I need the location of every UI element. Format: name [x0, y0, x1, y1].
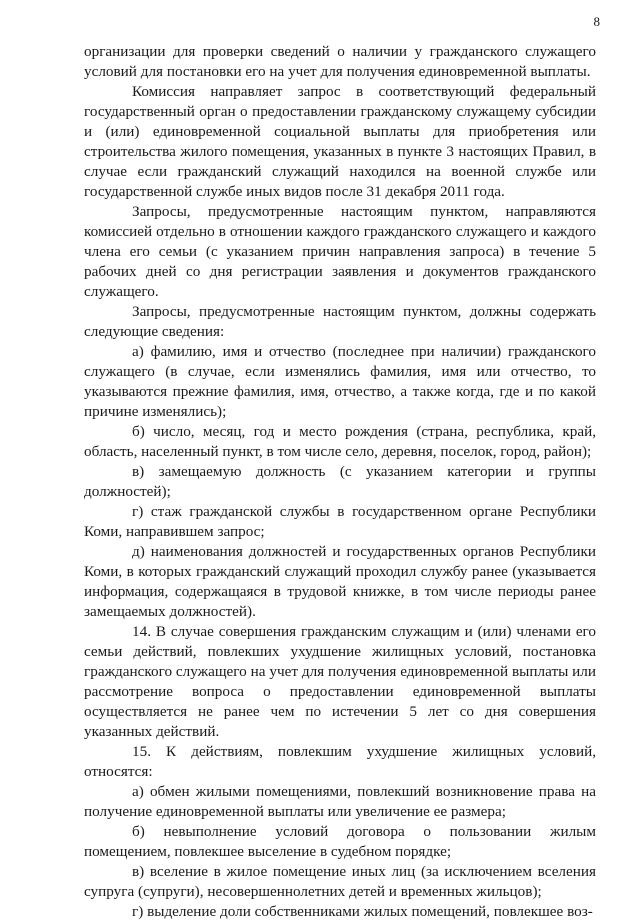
page-number: 8 [593, 14, 600, 29]
clause-15-item-v: в) вселение в жилое помещение иных лиц (за исключением вселения супруга (супруги), несовершеннолетних детей и временных жильцов); [84, 863, 596, 900]
clause-15-item-a: а) обмен жилыми помещениями, повлекший возникновение права на получение единовременной выплаты или увеличение ее размера; [84, 783, 596, 820]
paragraph-continuation: организации для проверки сведений о наличии у гражданского служащего условий для постановки его на учет для получения единовременной выплаты. [84, 43, 596, 80]
list-item-d: д) наименования должностей и государственных органов Республики Коми, в которых гражданский служащий проходил службу ранее (указывается информация, содержащаяся в трудовой книжке, в том числе периоды ранее замещаемых должностей). [84, 543, 596, 620]
list-item-a: а) фамилию, имя и отчество (последнее при наличии) гражданского служащего (в случае, если изменялись фамилия, имя или отчество, то указываются прежние фамилия, имя, отчество, а также когда, где и по какой причине изменялись); [84, 343, 596, 420]
clause-15: 15. К действиям, повлекшим ухудшение жилищных условий, относятся: [84, 743, 596, 780]
list-item-v: в) замещаемую должность (с указанием категории и группы должностей); [84, 463, 596, 500]
clause-14: 14. В случае совершения гражданским служащим и (или) членами его семьи действий, повлекших ухудшение жилищных условий, постановка гражданского служащего на учет для получения единовременной выплаты или рассмотрение вопроса о предоставлении единовременной выплаты осуществляется не ранее чем по истечении 5 лет со дня совершения указанных действий. [84, 623, 596, 740]
paragraph-requests-sent: Запросы, предусмотренные настоящим пунктом, направляются комиссией отдельно в отношении каждого гражданского служащего и каждого члена его семьи (с указанием причин направления запроса) в течение 5 рабочих дней со дня регистрации заявления и документов гражданского служащего. [84, 203, 596, 300]
clause-15-item-g: г) выделение доли собственниками жилых помещений, повлекшее воз- [132, 903, 593, 920]
paragraph-requests-content: Запросы, предусмотренные настоящим пунктом, должны содержать следующие сведения: [84, 303, 596, 340]
list-item-g: г) стаж гражданской службы в государственном органе Республики Коми, направившем запрос; [84, 503, 596, 540]
clause-15-item-b: б) невыполнение условий договора о пользовании жилым помещением, повлекшее выселение в судебном порядке; [84, 823, 596, 860]
paragraph-commission-request: Комиссия направляет запрос в соответствующий федеральный государственный орган о предоставлении гражданскому служащему субсидии и (или) единовременной социальной выплаты для приобретения или строительства жилого помещения, указанных в пункте 3 настоящих Правил, в случае если гражданский служащий находился на военной службе или государственной службе иных видов после 31 декабря 2011 года. [84, 83, 596, 200]
list-item-b: б) число, месяц, год и место рождения (страна, республика, край, область, населенный пункт, в том числе село, деревня, поселок, город, район); [84, 423, 596, 460]
document-body [84, 42, 596, 922]
